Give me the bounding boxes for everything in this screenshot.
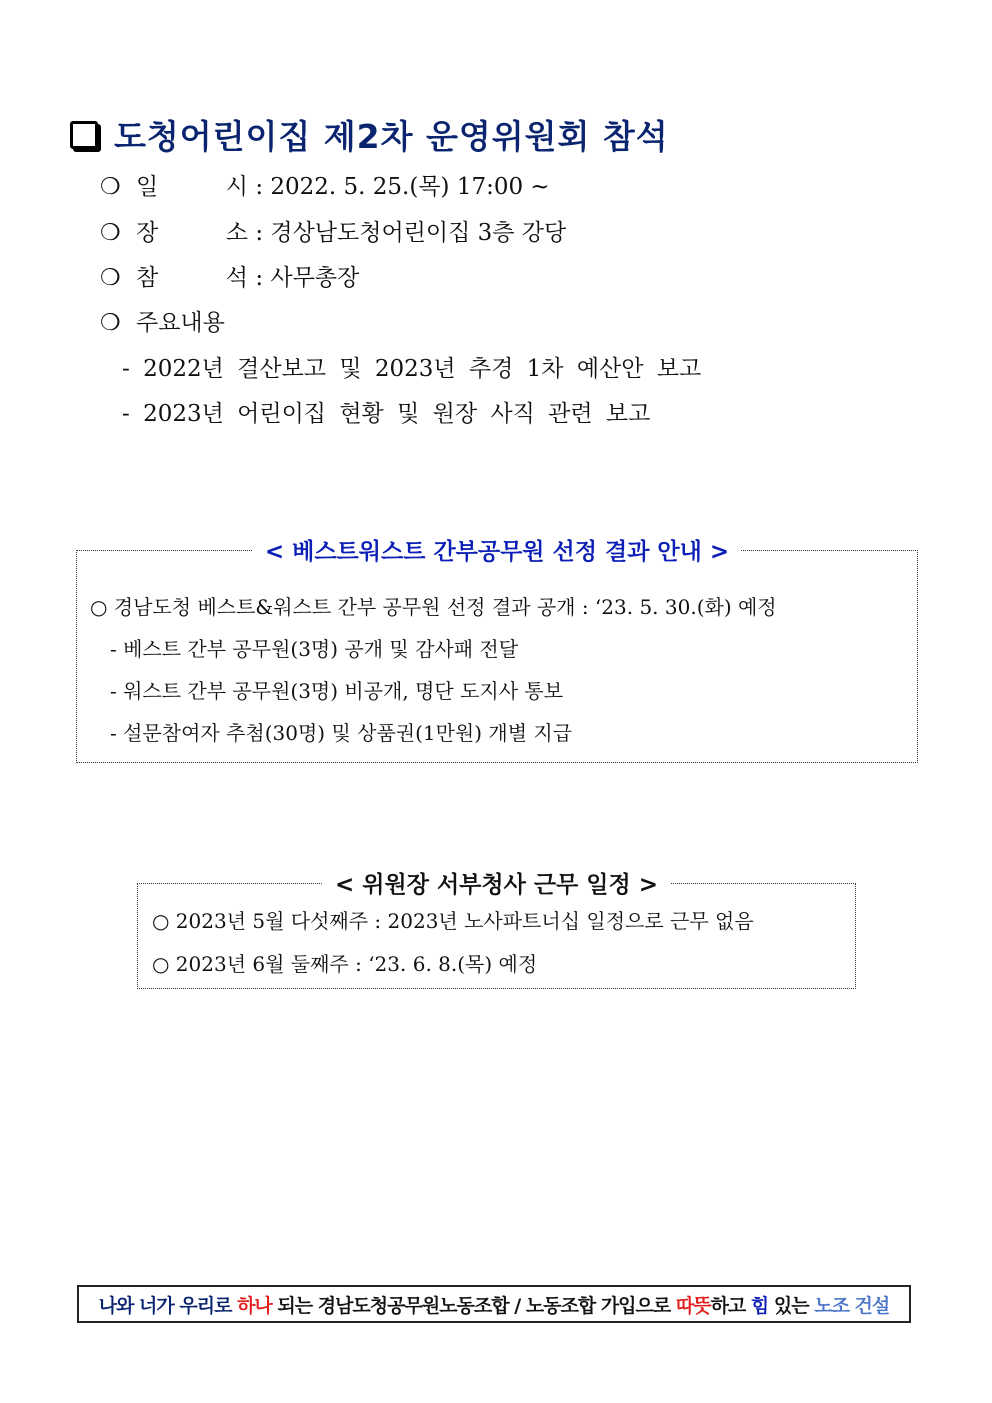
info-item-agenda: [100, 300, 225, 346]
item-separator: :: [255, 220, 264, 246]
schedule-box-title: < 위원장 서부청사 근무 일정 >: [323, 866, 670, 899]
item-value: 사무총장: [270, 265, 360, 291]
schedule-line: ○ 2023년 6월 둘째주 : ‘23. 6. 8.(목) 예정: [152, 952, 538, 976]
section-heading: [70, 112, 669, 156]
slogan-part: 하나: [237, 1294, 272, 1317]
slogan-part: 힘: [750, 1294, 769, 1317]
circle-bullet-icon: ❍: [100, 310, 121, 336]
item-label: 주요내용: [136, 310, 225, 336]
slogan-part: 노조 건설: [814, 1294, 890, 1317]
notice-sub-line: - 베스트 간부 공무원(3명) 공개 및 감사패 전달: [110, 637, 519, 661]
slogan-part: 되는 경남도청공무원노동조합 / 노동조합 가입으로: [271, 1294, 676, 1317]
slogan-part: 있는: [768, 1294, 815, 1317]
notice-sub-line: - 워스트 간부 공무원(3명) 비공개, 명단 도지사 통보: [110, 679, 564, 703]
section-title: 도청어린이집 제2차 운영위원회 참석: [114, 116, 669, 156]
info-item-date: [100, 164, 550, 210]
slogan-part: 나와 너가 우리로: [98, 1294, 238, 1317]
item-value: 경상남도청어린이집 3층 강당: [270, 220, 567, 246]
item-label: 장 소: [136, 220, 248, 246]
item-label: 일 시: [136, 174, 248, 200]
agenda-subitem: - 2022년 결산보고 및 2023년 추경 1차 예산안 보고: [122, 356, 702, 382]
item-label: 참 석: [136, 265, 248, 291]
item-separator: :: [255, 174, 264, 200]
agenda-subitem: - 2023년 어린이집 현황 및 원장 사직 관련 보고: [122, 401, 651, 427]
circle-bullet-icon: ❍: [100, 174, 121, 200]
schedule-line: ○ 2023년 5월 다섯째주 : 2023년 노사파트너십 일정으로 근무 없음: [152, 909, 754, 933]
circle-bullet-icon: ❍: [100, 265, 121, 291]
slogan-part: 하고: [710, 1294, 751, 1317]
notice-sub-line: - 설문참여자 추첨(30명) 및 상품권(1만원) 개별 지급: [110, 721, 573, 745]
info-item-place: [100, 210, 566, 256]
footer-slogan: [77, 1285, 911, 1323]
item-value: 2022. 5. 25.(목) 17:00 ~: [270, 174, 550, 200]
notice-main-line: ○ 경남도청 베스트&워스트 간부 공무원 선정 결과 공개 : ‘23. 5. 30.(화) 예정: [90, 595, 777, 619]
circle-bullet-icon: ❍: [100, 220, 121, 246]
notice-box-title: < 베스트워스트 간부공무원 선정 결과 안내 >: [253, 533, 741, 566]
slogan-part: 따뜻: [675, 1294, 711, 1317]
item-separator: :: [255, 265, 264, 291]
checkbox-square-icon: [70, 121, 98, 149]
info-item-attendee: [100, 255, 359, 301]
